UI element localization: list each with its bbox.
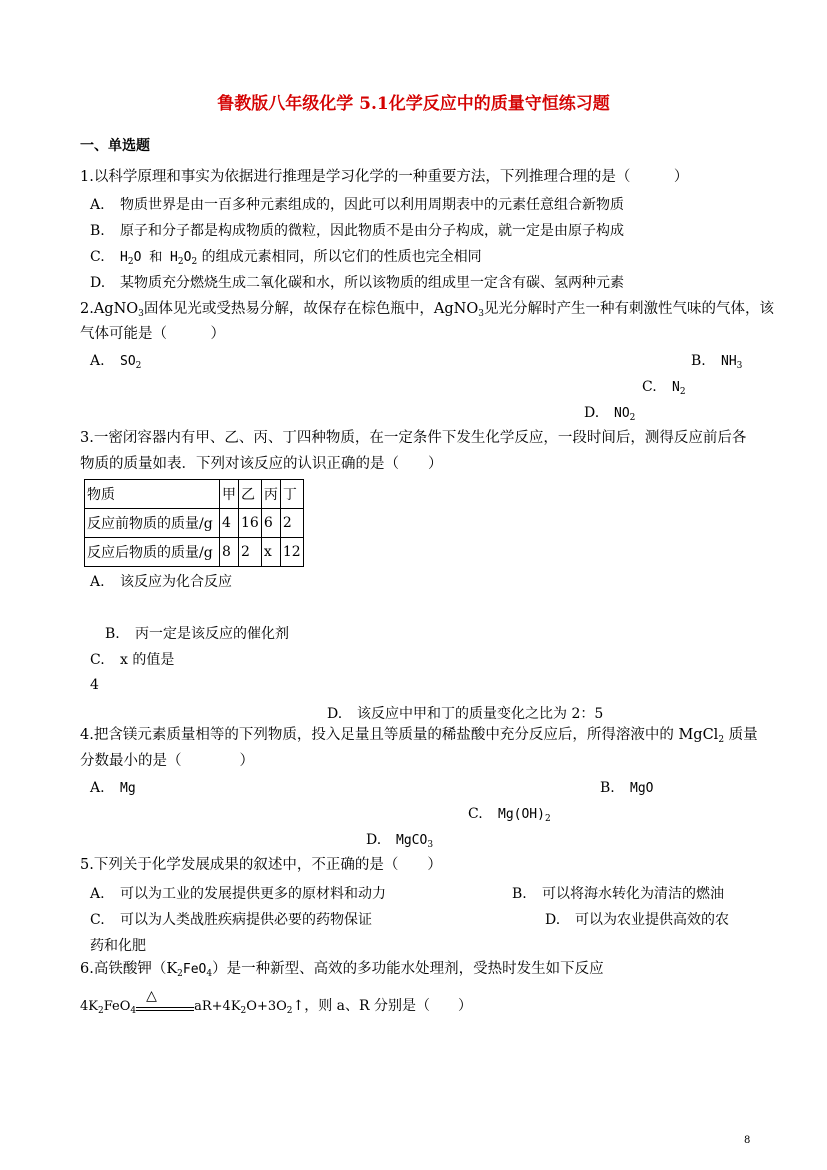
question-3-option-a (90, 571, 232, 591)
option-label: C. (90, 912, 105, 928)
table-row (85, 509, 304, 538)
table-header-cell: 乙 (239, 480, 262, 509)
question-6-stem (80, 956, 604, 987)
question-2-option-c (642, 379, 686, 397)
question-1-option-c (90, 246, 482, 267)
subscript: 3 (427, 840, 434, 850)
stem-part: 6.高铁酸钾（K (80, 961, 178, 977)
option-text: 该反应为化合反应 (120, 574, 232, 590)
subscript: 2 (135, 361, 142, 371)
option-label: B. (691, 353, 706, 369)
stem-part: 4.把含镁元素质量相等的下列物质，投入足量且等质量的稀盐酸中充分反应后，所得溶液中的 MgCl (80, 727, 719, 743)
subscript: 3 (736, 361, 743, 371)
equals-line-top (136, 1007, 194, 1008)
section-heading: 一、单选题 (80, 138, 150, 154)
option-label: A. (90, 197, 105, 213)
subscript: 4 (206, 969, 213, 979)
option-label: C. (90, 652, 105, 668)
table-cell: 反应前物质的质量/g (85, 509, 220, 538)
question-4-option-d (366, 832, 433, 850)
table-header-cell: 丙 (261, 480, 280, 509)
table-cell: x (261, 538, 280, 567)
formula-part: O 和 H (133, 250, 178, 265)
question-3-option-c (90, 649, 174, 669)
subscript: 3 (138, 309, 144, 319)
page-number: 8 (744, 1135, 751, 1146)
option-text: MgCO (396, 833, 428, 848)
stem-part: 质量 (724, 727, 758, 743)
question-5-option-a (90, 883, 386, 903)
table-cell: 4 (220, 509, 239, 538)
question-1-option-b (90, 220, 624, 240)
heat-symbol: △ (146, 988, 157, 1004)
subscript: 2 (286, 1006, 293, 1016)
stem-part: ）是一种新型、高效的多功能水处理剂，受热时发生如下反应 (212, 961, 604, 977)
option-label: A. (90, 353, 105, 369)
formula-part: 4K (80, 999, 98, 1014)
question-4-stem-cont: 分数最小的是（ ） (80, 753, 254, 769)
heating-condition-arrow (136, 988, 194, 1014)
option-label: C. (642, 379, 657, 395)
question-2-option-b (691, 353, 742, 371)
option-text: 丙一定是该反应的催化剂 (135, 626, 289, 642)
option-label: D. (545, 912, 561, 928)
option-text: 可以为农业提供高效的农 (575, 912, 729, 928)
formula-part: aR+4K (194, 999, 241, 1014)
table-cell: 2 (239, 538, 262, 567)
question-2-option-a (90, 353, 141, 371)
formula-part: FeO (103, 999, 131, 1014)
question-4-option-c (468, 806, 551, 824)
option-text: N (672, 380, 680, 395)
subscript: 2 (240, 1006, 247, 1016)
option-text: MgO (630, 781, 654, 796)
question-3-stem: 3.一密闭容器内有甲、乙、丙、丁四种物质，在一定条件下发生化学反应，一段时间后，测得反应前后各 (80, 430, 747, 446)
table-cell: 8 (220, 538, 239, 567)
question-4-option-b (600, 780, 653, 796)
subscript: 2 (191, 257, 198, 267)
option-label: B. (105, 626, 120, 642)
question-5-option-d-cont: 药和化肥 (90, 938, 146, 954)
subscript: 2 (718, 735, 725, 745)
table-header-cell: 物质 (85, 480, 220, 509)
page-title: 鲁教版八年级化学 5.1化学反应中的质量守恒练习题 (217, 94, 610, 114)
option-label: D. (327, 706, 343, 722)
formula-part: O+3O (246, 999, 287, 1014)
data-table (84, 479, 304, 567)
option-label: B. (600, 780, 615, 796)
stem-part: 见光分解时产生一种有刺激性气味的气体，该 (483, 301, 774, 317)
stem-part: FeO (182, 962, 207, 977)
option-text: NH (721, 354, 737, 369)
table-header-cell: 甲 (220, 480, 239, 509)
question-5-stem: 5.下列关于化学发展成果的叙述中，不正确的是（ ） (80, 857, 442, 873)
table-header-row (85, 480, 304, 509)
option-text: 可以为人类战胜疾病提供必要的药物保证 (120, 912, 372, 928)
option-label: B. (512, 886, 527, 902)
table-header-cell: 丁 (280, 480, 303, 509)
option-label: A. (90, 780, 105, 796)
question-5-option-c (90, 909, 372, 929)
table-cell: 6 (261, 509, 280, 538)
question-3-option-d (327, 703, 603, 723)
question-1-option-d (90, 272, 624, 292)
subscript: 4 (130, 1006, 137, 1016)
question-2-stem-cont: 气体可能是（ ） (80, 326, 225, 342)
question-2-option-d (584, 405, 635, 423)
subscript: 2 (127, 257, 134, 267)
option-label: D. (90, 275, 106, 291)
table-cell: 12 (280, 538, 303, 567)
option-label: C. (468, 806, 483, 822)
subscript: 2 (177, 257, 184, 267)
question-1-stem: 1.以科学原理和事实为依据进行推理是学习化学的一种重要方法，下列推理合理的是（ ） (80, 169, 689, 185)
question-1-option-a (90, 194, 624, 214)
question-5-option-b (512, 883, 724, 903)
subscript: 2 (544, 814, 551, 824)
stem-part: 2.AgNO (80, 301, 139, 317)
question-3-option-b (105, 623, 289, 643)
question-3-option-c-cont: 4 (90, 677, 99, 693)
option-text: Mg(OH) (498, 807, 545, 822)
option-text: NO (614, 406, 630, 421)
option-text: SO (120, 354, 136, 369)
equals-line-bottom (136, 1010, 194, 1011)
subscript: 2 (177, 969, 183, 979)
formula-part: ↑，则 a、R 分别是（ ） (292, 998, 473, 1014)
option-label: B. (90, 223, 105, 239)
table-cell: 16 (239, 509, 262, 538)
subscript: 2 (679, 387, 686, 397)
formula-part: O (183, 250, 192, 265)
option-label: C. (90, 249, 105, 265)
option-text: x 的值是 (120, 652, 175, 668)
option-text: 该反应中甲和丁的质量变化之比为 2：5 (357, 706, 604, 722)
question-5-option-d (545, 909, 729, 929)
option-label: D. (366, 832, 382, 848)
table-row (85, 538, 304, 567)
subscript: 2 (97, 1006, 104, 1016)
option-label: A. (90, 574, 105, 590)
formula-part: H (120, 250, 128, 265)
question-3-stem-cont: 物质的质量如表．下列对该反应的认识正确的是（ ） (80, 456, 443, 472)
subscript: 3 (478, 309, 484, 319)
subscript: 2 (629, 413, 636, 423)
option-text: 可以为工业的发展提供更多的原材料和动力 (120, 886, 386, 902)
option-label: A. (90, 886, 105, 902)
question-4-option-a (90, 780, 136, 796)
option-text: 原子和分子都是构成物质的微粒，因此物质不是由分子构成，就一定是由原子构成 (120, 223, 624, 239)
table-cell: 2 (280, 509, 303, 538)
table-cell: 反应后物质的质量/g (85, 538, 220, 567)
option-text: Mg (120, 781, 136, 796)
option-label: D. (584, 405, 600, 421)
option-text: 某物质充分燃烧生成二氧化碳和水，所以该物质的组成里一定含有碳、氢两种元素 (120, 275, 624, 291)
option-text: 的组成元素相同，所以它们的性质也完全相同 (197, 249, 482, 265)
stem-part: 固体见光或受热易分解，故保存在棕色瓶中，AgNO (143, 301, 479, 317)
question-6-equation (80, 988, 473, 1016)
option-text: 物质世界是由一百多种元素组成的，因此可以利用周期表中的元素任意组合新物质 (120, 197, 624, 213)
option-text: 可以将海水转化为清洁的燃油 (542, 886, 724, 902)
